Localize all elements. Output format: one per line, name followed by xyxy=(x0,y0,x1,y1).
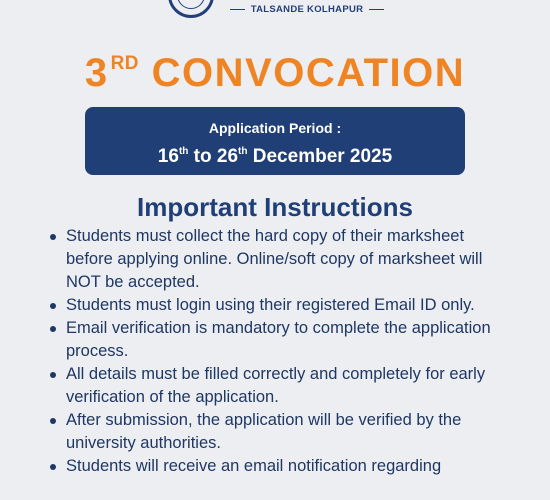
instruction-item: Students must login using their registered Email ID only. xyxy=(48,294,508,317)
title-number: 3 xyxy=(84,51,109,95)
start-day: 16 xyxy=(157,146,179,167)
instruction-item: All details must be filled correctly and completely for early verification of the application. xyxy=(48,363,508,409)
start-day-suffix: th xyxy=(178,146,189,157)
page-title xyxy=(0,40,550,97)
date-connector: to xyxy=(193,146,212,167)
instructions-list xyxy=(48,225,508,478)
application-period-dates xyxy=(85,139,465,170)
instructions-title: Important Instructions xyxy=(137,192,413,222)
header-location xyxy=(230,2,384,16)
divider-left xyxy=(230,9,245,10)
university-seal-logo xyxy=(168,0,214,18)
title-ordinal-suffix: RD xyxy=(110,53,140,74)
location-text: TALSANDE KOLHAPUR xyxy=(250,3,364,15)
divider-right xyxy=(369,9,384,10)
title-word: CONVOCATION xyxy=(151,51,466,95)
end-day: 26 xyxy=(216,146,239,167)
application-period-label: Application Period : xyxy=(208,120,342,136)
instruction-item: After submission, the application will be verified by the university authorities. xyxy=(48,409,508,455)
instruction-item: Email verification is mandatory to complete the application process. xyxy=(48,317,508,363)
application-period-box xyxy=(85,107,465,175)
instruction-item: Students must collect the hard copy of their marksheet before applying online. Online/soft copy of marksheet will NOT be accepted. xyxy=(48,225,508,294)
instruction-item: Students will receive an email notification regarding xyxy=(48,455,508,478)
end-day-suffix: th xyxy=(238,146,248,157)
month-year: December 2025 xyxy=(252,146,393,167)
